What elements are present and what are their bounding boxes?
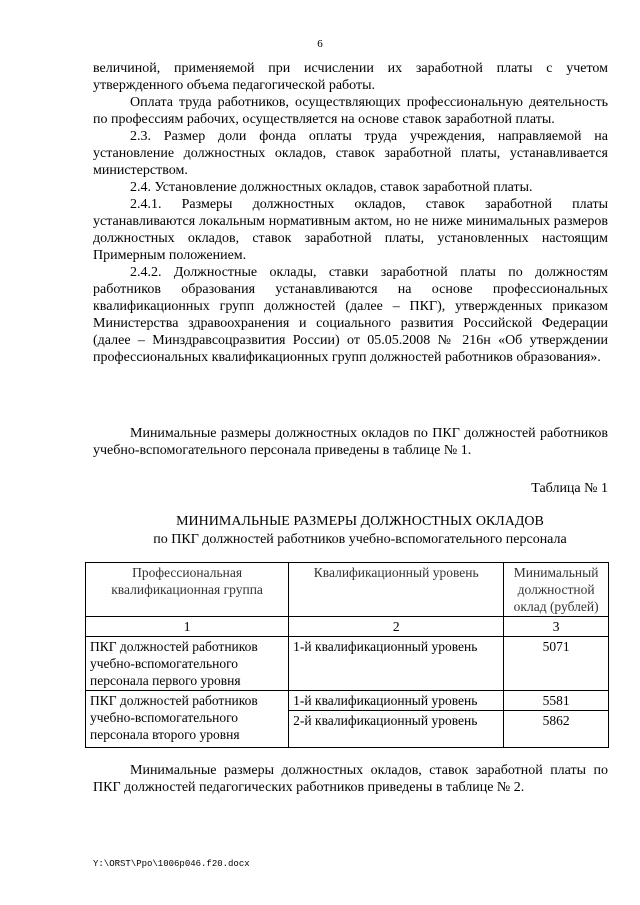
group2-salary1: 5581: [504, 691, 609, 711]
paragraph-2-4-2: 2.4.2. Должностные оклады, ставки заработной платы по должностям работников образования устанавливаются на основе профессиональных квалификационных групп должностей (далее – ПКГ), утвержденных приказом Министерства здравоохранения и социального развития Российской Федерации (далее – Минздравсоцразвития России) от 05.05.2008 № 216н «Об утверждении профессиональных квалификационных групп должностей работников образования».: [93, 265, 608, 365]
table-row: [86, 637, 609, 691]
group1-salary: 5071: [504, 637, 609, 691]
group2-level1: 1-й квалификационный уровень: [289, 691, 504, 711]
header-group: Профессиональная квалификационная группа: [86, 563, 289, 617]
table-column-numbers-row: [86, 617, 609, 637]
footer-file-path: Y:\ORST\Ppo\1006p046.f20.docx: [93, 859, 250, 869]
group2-level2: 2-й квалификационный уровень: [289, 711, 504, 748]
paragraph-2-4: 2.4. Установление должностных окладов, ставок заработной платы.: [130, 180, 533, 195]
page-number: 6: [317, 38, 323, 50]
paragraph-continuation: величиной, применяемой при исчислении их заработной платы с учетом утвержденного объема педагогической работы.: [93, 61, 608, 93]
closing-text: [93, 762, 608, 796]
group1-name: ПКГ должностей работников учебно-вспомогательного персонала первого уровня: [86, 637, 289, 691]
group1-level: 1-й квалификационный уровень: [289, 637, 504, 691]
header-level: Квалификационный уровень: [289, 563, 504, 617]
table-title-line2: по ПКГ должностей работников учебно-вспомогательного персонала: [153, 532, 567, 547]
column-number-3: 3: [504, 617, 609, 637]
header-salary: Минимальный должностной оклад (рублей): [504, 563, 609, 617]
paragraph-workers-pay: Оплата труда работников, осуществляющих профессиональную деятельность по профессиям рабочих, осуществляется на основе ставок заработной платы.: [93, 95, 608, 127]
column-number-2: 2: [289, 617, 504, 637]
body-text: [93, 60, 608, 366]
paragraph-table-intro: Минимальные размеры должностных окладов по ПКГ должностей работников учебно-вспомогательного персонала приведены в таблице № 1.: [93, 426, 608, 458]
salary-table: [85, 562, 609, 748]
group2-name: ПКГ должностей работников учебно-вспомогательного персонала второго уровня: [86, 691, 289, 748]
table-caption: Таблица № 1: [531, 481, 608, 496]
table-title-line1: МИНИМАЛЬНЫЕ РАЗМЕРЫ ДОЛЖНОСТНЫХ ОКЛАДОВ: [176, 514, 544, 529]
table-title: [0, 513, 640, 549]
paragraph-2-4-1: 2.4.1. Размеры должностных окладов, ставок заработной платы устанавливаются локальным нормативным актом, но не ниже минимальных размеров должностных окладов, ставок заработной платы, установленных настоящим Примерным положением.: [93, 197, 608, 263]
table-header-row: [86, 563, 609, 617]
paragraph-table2-intro: Минимальные размеры должностных окладов, ставок заработной платы по ПКГ должностей педагогических работников приведены в таблице № 2.: [93, 763, 608, 795]
paragraph-2-3: 2.3. Размер доли фонда оплаты труда учреждения, направляемой на установление должностных окладов, ставок заработной платы, устанавливается министерством.: [93, 129, 608, 178]
group2-salary2: 5862: [504, 711, 609, 748]
table-row: [86, 691, 609, 711]
intro-text: [93, 425, 608, 459]
column-number-1: 1: [86, 617, 289, 637]
